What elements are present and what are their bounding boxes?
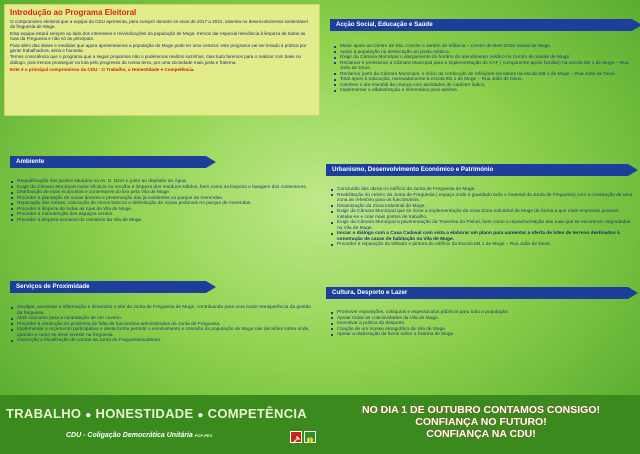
section-header-servicos: Serviços de Proximidade	[10, 281, 206, 293]
list-item: Implementar o orçamento participativo e desta forma permitir o envolvimento e consulta da população de Muge nas decisões sobre onde, quando e como se deve investir na freguesia.	[10, 327, 316, 338]
intro-paragraph: Temos consciência que o programa que a seguir propomos não o poderemos realizar sozinhos, mas tudo faremos para o realizar com base no diálogo, pois iremos prosseguir na luta pelo progresso da nossa terra, por uma sociedade mais justa e fraterna.	[10, 54, 302, 65]
slogan-word: COMPETÊNCIA	[207, 406, 307, 421]
list-item: Proceder à manutenção dos espaços verdes.	[10, 212, 315, 218]
list-servicos	[10, 305, 316, 344]
list-item: Reclamar e pressionar a Câmara Municipal para a implementação do CAF ( componente apoio familiar) na escola EB 1 de Muge – Rua João de Deus.	[333, 61, 633, 72]
list-item: Requalificação dos jardins situados na Av. D. Diniz e junto ao depósito da Água.	[10, 179, 315, 185]
list-item: Proceder à limpeza de todas as ruas da Vila de Muge.	[10, 207, 315, 213]
bullet-dot-icon: ●	[197, 410, 204, 421]
section-header-social: Acção Social, Educação e Saúde	[330, 19, 632, 31]
list-item: Proceder à plantação de novas árvores e preservação das já existentes no parque de merendas.	[10, 196, 315, 202]
list-item: Conclusão das obras no edifício da Junta de Freguesia de Muge.	[330, 187, 633, 193]
list-item: Apoio à população na deslocação ao posto médico.	[333, 50, 633, 56]
list-item: Iniciar o diálogo com a Casa Cadaval com vista a elaborar um plano para aumentar a oferta de lotes de terreno destinados à construção de casas de habitação na Vila de Muge.	[330, 231, 633, 242]
section-header-ambiente: Ambiente	[10, 156, 206, 168]
intro-paragraph: Esta equipa estará sempre ao lado dos interesses e reivindicações da população de Muge. Iremos dar especial relevância à limpeza de todas as ruas da Freguesia e não só às principais.	[10, 30, 306, 42]
list-item: Maior apoio ao Centro de Dia, Creche e Jardim de Infância – Centro de Bem Estar Social de Muge.	[333, 44, 633, 50]
list-item: Apoiar a elaboração de livros sobre a história de Muge.	[330, 332, 630, 338]
list-item: Total apoio à educação, nomeadamente à escola EB 1 de Muge – Rua João de Deus.	[333, 77, 633, 83]
coalition-parties: PCP-PEV	[194, 433, 213, 438]
list-item: Reabilitação do celeiro da Junta de Freguesia ( espaço onde é guardado todo o material da Junta de Freguesia) com a construção de uma zona de refeitório para os funcionários.	[330, 193, 633, 204]
call-to-action	[326, 404, 636, 440]
list-item: Apoiar todas as colectividades da Vila de Muge.	[330, 316, 630, 322]
section-header-cultura: Cultura, Desporto e Lazer	[326, 287, 628, 299]
coalition-line	[66, 432, 212, 439]
list-item: Exigir da Câmara Municipal que se inicie a implementação da nova Zona Industrial de Muge de forma a que mais empresas possam instalar-se e criar mais postos de trabalho.	[330, 209, 633, 220]
pev-logo-icon	[304, 431, 316, 443]
list-social	[333, 44, 633, 94]
intro-title: Introdução ao Programa Eleitoral	[10, 8, 137, 17]
cta-line: CONFIANÇA NO FUTURO!	[415, 416, 547, 428]
list-cultura	[330, 310, 630, 338]
list-item: Exigir da Câmara Municipal maior eficácia na recolha e limpeza dos resíduos sólidos, bem como na limpeza e lavagem dos contentores.	[10, 185, 315, 191]
intro-paragraph: O compromisso eleitoral que a equipa da CDU apresenta, para cumprir durante os anos de 2017 a 2021, assenta no desenvolvimento sustentável da freguesia de Muge.	[10, 19, 308, 30]
pcp-logo-icon	[290, 431, 302, 443]
list-item: Incentivar a prática do desporto.	[330, 321, 630, 327]
list-item: Distribuição de mais ecopontos e contentores do lixo pela Vila de Muge.	[10, 190, 315, 196]
list-item: Proceder à resolução do problema de falta de funcionária administrativa da Junta de Freguesia.	[10, 322, 316, 328]
intro-emphasis: Este é o principal compromisso da CDU : O Trabalho, a Honestidade e Competência.	[10, 67, 195, 73]
list-ambiente	[10, 179, 315, 223]
list-item: Exigir da Câmara Municipal a pavimentação da Travessa do Pinhal, bem como a repavimentação das ruas que se encontram degradadas na Vila de Muge.	[330, 220, 633, 231]
list-item: Abrir concurso para a contratação de um coveiro.	[10, 316, 316, 322]
section-header-urbanismo: Urbanismo, Desenvolvimento Económico e Património	[326, 164, 628, 176]
intro-paragraph: Para além das ideias e medidas que agora apresentamos a população de Muge pode ter uma certeza: este programa vai ser levado à prática por gente trabalhadora, séria e honesta.	[10, 42, 307, 54]
list-item: Proceder à limpeza semanal do cemitério da Vila de Muge.	[10, 218, 315, 224]
slogan-word: TRABALHO	[6, 406, 82, 421]
list-item: Exigir da Câmara Municipal o alargamento do horário do atendimento médico no Centro de Saúde de Muge.	[333, 55, 633, 61]
list-item: Reclamar junto da Câmara Municipal, o início da confecção de refeições escolares na escola EB 1 de Muge – Rua João de Deus.	[333, 72, 633, 78]
list-item: Criação de um museu etnográfico da Vila de Muge.	[330, 327, 630, 333]
slogan-word: HONESTIDADE	[95, 406, 194, 421]
list-item: Dinamização da Zona Industrial de Muge.	[330, 204, 633, 210]
list-item: Inspecção e fiscalização de contas da Junta de Freguesia/auditoria.	[10, 338, 316, 344]
list-item: Celebrar o dia mundial da criança com atividades de carácter lúdico.	[333, 83, 633, 89]
cta-line: CONFIANÇA NA CDU!	[426, 428, 536, 440]
list-item: Reparação das mesas, colocação de novos bancos e delimitação de zonas pedonais no parque de merendas.	[10, 201, 315, 207]
list-urbanismo	[330, 187, 633, 248]
list-item: Implementar a alfabetização e informática para adultos.	[333, 88, 633, 94]
footer-slogan	[6, 406, 307, 421]
list-item: Promover exposições, colóquios e espectaculos públicos para toda a população.	[330, 310, 630, 316]
intro-box	[4, 4, 320, 116]
list-item: Proceder à reparação do telhado e pintura do edifício da Escola EB 1 de Muge – Rua João de Deus.	[330, 242, 633, 248]
coalition-name: CDU - Coligação Democrática Unitária	[66, 432, 193, 439]
cta-line: NO DIA 1 DE OUTUBRO CONTAMOS CONSIGO!	[361, 404, 600, 416]
list-item: Divulgar, aumentar a informação e dinamizar o site da Junta de Freguesia de Muge, contribuindo para uma maior transparência da gestão da freguesia.	[10, 305, 316, 316]
bullet-dot-icon: ●	[85, 410, 92, 421]
